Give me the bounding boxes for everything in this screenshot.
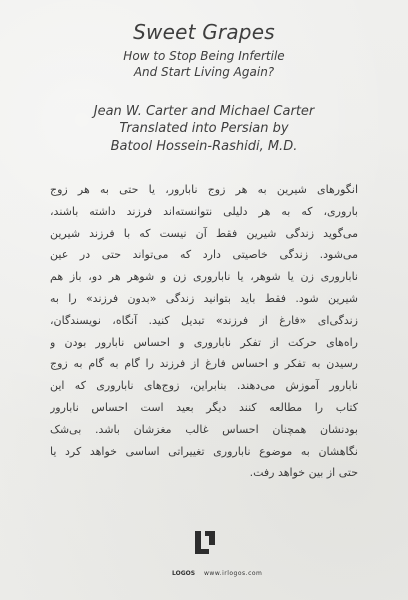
blurb-line: شیرین شود. فقط باید بتوانید زندگی «بدون فرزند» را به (50, 291, 358, 305)
blurb-line: رسیدن به تفکر و احساس فارغ از فرزند را گام به گام به زوج (50, 357, 358, 371)
blurb-line: باروری، که به هر دلیلی نتوانسته‌اند فرزند داشته باشند، (50, 204, 358, 218)
blurb-line: ناباروری زن یا شوهر، یا ناباروری زن و شوهر هر دو، باز هم (50, 270, 358, 284)
publisher-website: www.irlogos.com (204, 570, 263, 577)
book-subtitle-line-2: And Start Living Again? (133, 65, 275, 79)
blurb-line: می‌گوید زندگی شیرین فقط آن نیست که با فرزند شیرین (50, 226, 358, 240)
blurb-line: نابارور آموزش می‌دهند. بنابراین، زوج‌های ناباروری که این (50, 379, 358, 393)
publisher-name: LOGOS (172, 570, 196, 577)
translator-name: Batool Hossein-Rashidi, M.D. (110, 139, 298, 154)
persian-blurb (50, 179, 358, 484)
book-subtitle-line-1: How to Stop Being Infertile (123, 49, 285, 63)
blurb-line: نگاهشان به موضوع ناباروری تغییراتی اساسی خواهد کرد یا (50, 444, 358, 458)
blurb-line: حتی از بین خواهد رفت. (249, 466, 358, 480)
authors: Jean W. Carter and Michael Carter (93, 104, 315, 119)
publisher-logo (170, 529, 240, 569)
blurb-line: بودنشان همچنان احساس غالب مغزشان باشد. بی‌شک (50, 422, 358, 436)
blurb-line: راه‌های حرکت از تفکر ناباروری و احساس نابارور بودن و (50, 335, 358, 349)
translated-by-line: Translated into Persian by (119, 121, 289, 136)
blurb-line: می‌شود. زندگی خاصیتی دارد که می‌تواند حتی در عین (50, 248, 358, 262)
blurb-line: انگورهای شیرین به هر زوج نابارور، یا حتی به هر زوج (50, 183, 358, 196)
logos-logo-icon (191, 529, 219, 556)
book-title: Sweet Grapes (133, 20, 275, 44)
blurb-line: زندگی‌ای «فارغ از فرزند» تبدیل کنید. آنگاه، نویسندگان، (50, 313, 358, 327)
blurb-line: کتاب را مطالعه کنند دیگر بعید است احساس نابارور (50, 400, 358, 414)
